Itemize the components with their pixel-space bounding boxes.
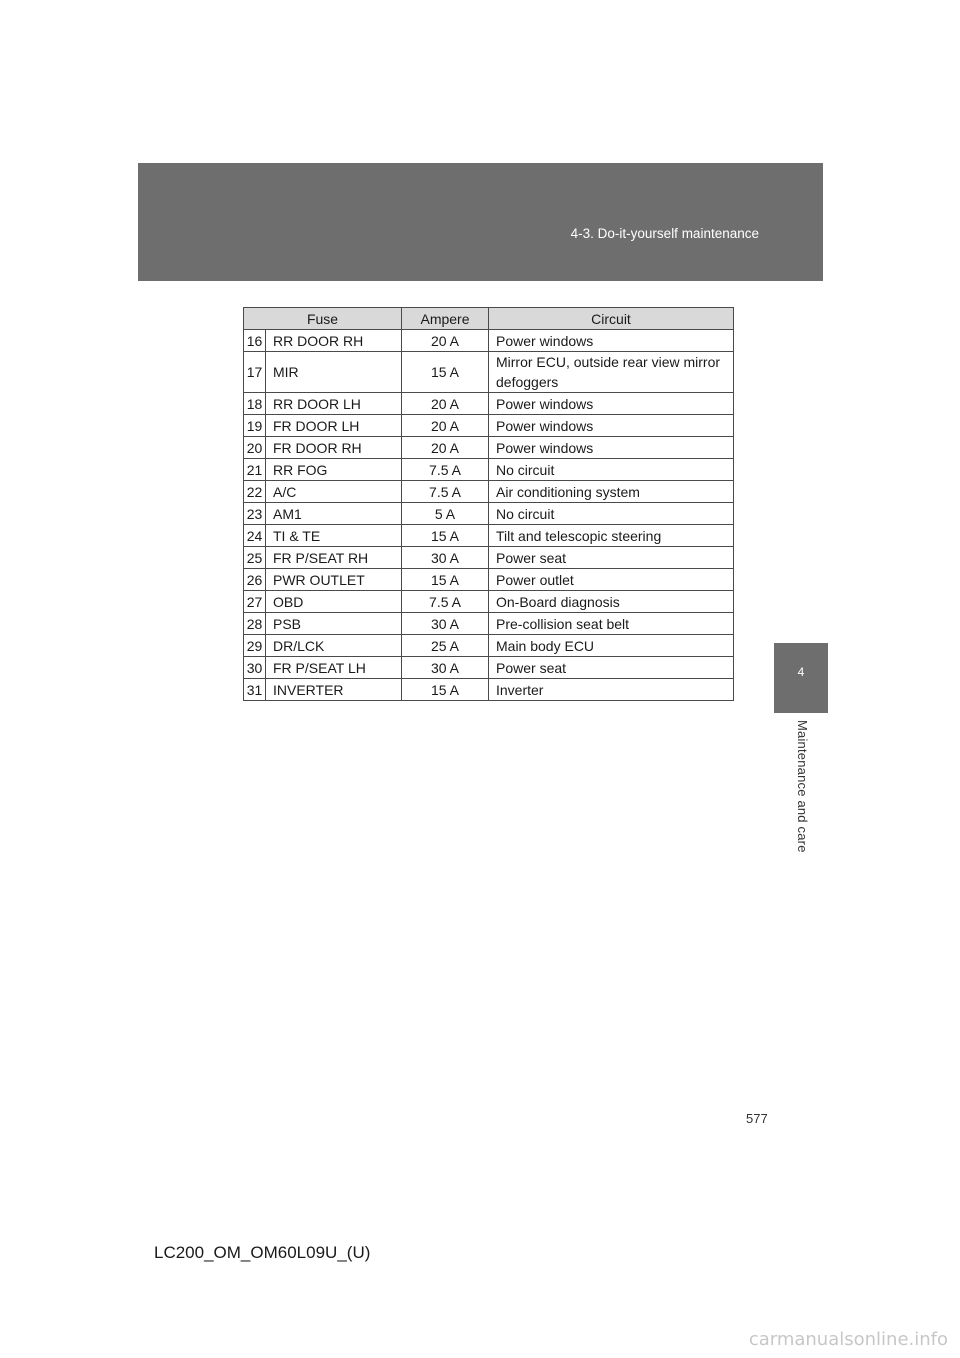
table-row	[244, 679, 734, 701]
fuse-number: 29	[244, 635, 266, 657]
fuse-ampere: 15 A	[402, 569, 489, 591]
table-row	[244, 415, 734, 437]
fuse-circuit: Air conditioning system	[489, 481, 734, 503]
header-band	[138, 163, 823, 281]
fuse-ampere: 30 A	[402, 547, 489, 569]
fuse-ampere: 15 A	[402, 525, 489, 547]
table-row	[244, 547, 734, 569]
fuse-ampere: 5 A	[402, 503, 489, 525]
fuse-ampere: 20 A	[402, 330, 489, 352]
chapter-label: Maintenance and care	[795, 720, 810, 853]
fuse-name: RR DOOR LH	[266, 393, 402, 415]
table-row	[244, 657, 734, 679]
fuse-ampere: 30 A	[402, 613, 489, 635]
fuse-number: 21	[244, 459, 266, 481]
fuse-name: OBD	[266, 591, 402, 613]
section-title: 4-3. Do-it-yourself maintenance	[570, 226, 759, 241]
fuse-circuit: Mirror ECU, outside rear view mirror defoggers	[489, 352, 734, 393]
fuse-number: 19	[244, 415, 266, 437]
table-row	[244, 481, 734, 503]
fuse-circuit: Power windows	[489, 437, 734, 459]
fuse-ampere: 30 A	[402, 657, 489, 679]
fuse-name: FR DOOR RH	[266, 437, 402, 459]
fuse-circuit: Power outlet	[489, 569, 734, 591]
fuse-name: PSB	[266, 613, 402, 635]
fuse-name: FR DOOR LH	[266, 415, 402, 437]
fuse-ampere: 20 A	[402, 415, 489, 437]
fuse-name: PWR OUTLET	[266, 569, 402, 591]
table-row	[244, 459, 734, 481]
table-header-row	[244, 308, 734, 330]
fuse-name: A/C	[266, 481, 402, 503]
fuse-circuit: Main body ECU	[489, 635, 734, 657]
fuse-table-body	[244, 330, 734, 701]
table-row	[244, 503, 734, 525]
fuse-name: AM1	[266, 503, 402, 525]
fuse-name: MIR	[266, 352, 402, 393]
chapter-number: 4	[797, 665, 805, 679]
fuse-number: 24	[244, 525, 266, 547]
table-row	[244, 635, 734, 657]
fuse-number: 23	[244, 503, 266, 525]
fuse-circuit: Power seat	[489, 657, 734, 679]
table-row	[244, 591, 734, 613]
fuse-name: RR FOG	[266, 459, 402, 481]
table-row	[244, 352, 734, 393]
fuse-name: INVERTER	[266, 679, 402, 701]
fuse-ampere: 15 A	[402, 352, 489, 393]
fuse-number: 31	[244, 679, 266, 701]
fuse-circuit: Power windows	[489, 330, 734, 352]
page-number: 577	[746, 1111, 768, 1126]
fuse-ampere: 25 A	[402, 635, 489, 657]
fuse-ampere: 15 A	[402, 679, 489, 701]
fuse-circuit: Tilt and telescopic steering	[489, 525, 734, 547]
fuse-name: DR/LCK	[266, 635, 402, 657]
document-id: LC200_OM_OM60L09U_(U)	[154, 1243, 371, 1262]
fuse-number: 26	[244, 569, 266, 591]
fuse-name: FR P/SEAT LH	[266, 657, 402, 679]
table-row	[244, 330, 734, 352]
fuse-ampere: 20 A	[402, 437, 489, 459]
column-header-circuit: Circuit	[489, 308, 734, 330]
fuse-name: TI & TE	[266, 525, 402, 547]
fuse-ampere: 7.5 A	[402, 591, 489, 613]
fuse-circuit: On-Board diagnosis	[489, 591, 734, 613]
table-row	[244, 525, 734, 547]
fuse-ampere: 7.5 A	[402, 481, 489, 503]
fuse-number: 18	[244, 393, 266, 415]
fuse-number: 28	[244, 613, 266, 635]
fuse-name: FR P/SEAT RH	[266, 547, 402, 569]
fuse-name: RR DOOR RH	[266, 330, 402, 352]
table-row	[244, 393, 734, 415]
fuse-ampere: 20 A	[402, 393, 489, 415]
fuse-circuit: Pre-collision seat belt	[489, 613, 734, 635]
fuse-circuit: Power seat	[489, 547, 734, 569]
fuse-number: 27	[244, 591, 266, 613]
chapter-tab[interactable]	[774, 643, 828, 713]
fuse-circuit: No circuit	[489, 503, 734, 525]
table-row	[244, 613, 734, 635]
fuse-number: 17	[244, 352, 266, 393]
fuse-circuit: Power windows	[489, 415, 734, 437]
table-row	[244, 569, 734, 591]
fuse-number: 25	[244, 547, 266, 569]
fuse-number: 22	[244, 481, 266, 503]
watermark: carmanualsonline.info	[748, 1329, 948, 1350]
fuse-number: 20	[244, 437, 266, 459]
fuse-circuit: Power windows	[489, 393, 734, 415]
fuse-circuit: Inverter	[489, 679, 734, 701]
fuse-number: 16	[244, 330, 266, 352]
fuse-circuit: No circuit	[489, 459, 734, 481]
fuse-table	[243, 307, 734, 701]
column-header-ampere: Ampere	[402, 308, 489, 330]
fuse-ampere: 7.5 A	[402, 459, 489, 481]
fuse-number: 30	[244, 657, 266, 679]
column-header-fuse: Fuse	[244, 308, 402, 330]
table-row	[244, 437, 734, 459]
